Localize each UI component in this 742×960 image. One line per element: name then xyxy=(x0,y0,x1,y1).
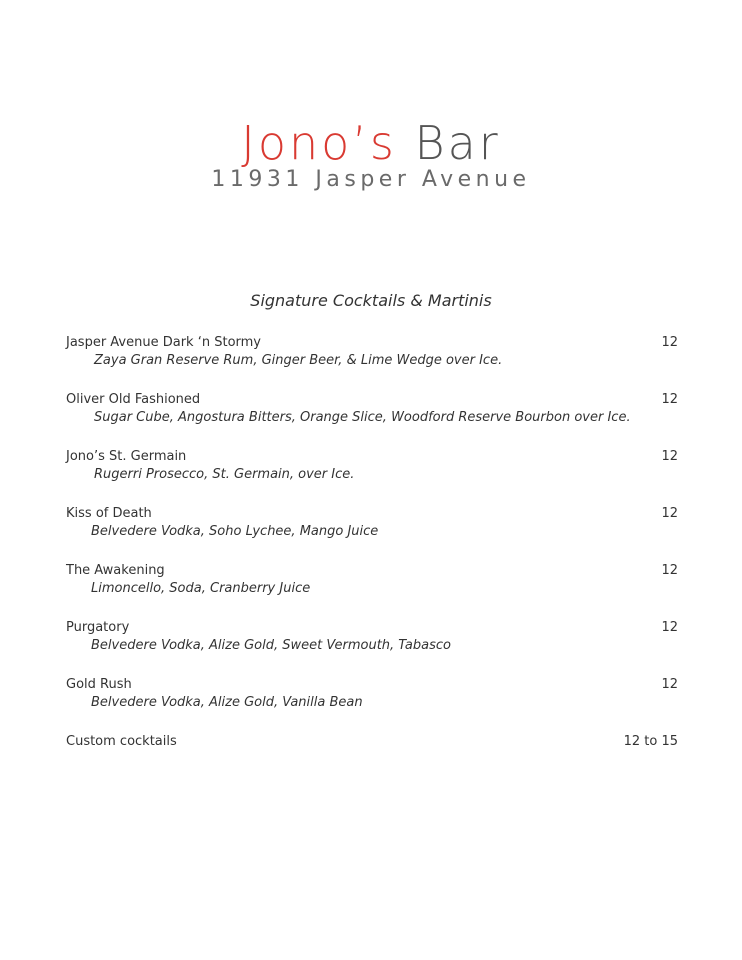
menu-item-price: 12 to 15 xyxy=(623,734,678,749)
menu-item xyxy=(66,334,678,391)
menu-item-name: Custom cocktails xyxy=(66,734,177,749)
menu-item xyxy=(66,562,678,619)
bar-name-part2: Bar xyxy=(414,116,501,170)
menu-item-price: 12 xyxy=(661,392,678,407)
menu-item xyxy=(66,505,678,562)
bar-name xyxy=(0,118,742,168)
menu-item xyxy=(66,391,678,448)
menu-item-description: Belvedere Vodka, Alize Gold, Sweet Vermouth, Tabasco xyxy=(91,638,451,653)
menu-item-description: Sugar Cube, Angostura Bitters, Orange Slice, Woodford Reserve Bourbon over Ice. xyxy=(94,410,631,425)
cocktail-list xyxy=(66,334,678,790)
menu-item-name: Jasper Avenue Dark ‘n Stormy xyxy=(66,335,261,350)
menu-item-name: Purgatory xyxy=(66,620,130,635)
menu-item-price: 12 xyxy=(661,563,678,578)
menu-item xyxy=(66,676,678,733)
menu-item-name: The Awakening xyxy=(66,563,165,578)
menu-item-description: Rugerri Prosecco, St. Germain, over Ice. xyxy=(94,467,355,482)
menu-item-custom xyxy=(66,733,678,790)
menu-item xyxy=(66,448,678,505)
menu-item-name: Kiss of Death xyxy=(66,506,152,521)
bar-name-part1: Jono’s xyxy=(241,116,397,170)
menu-item-description: Limoncello, Soda, Cranberry Juice xyxy=(91,581,311,596)
section-heading: Signature Cocktails & Martinis xyxy=(250,291,492,310)
menu-item-description: Belvedere Vodka, Alize Gold, Vanilla Bean xyxy=(91,695,363,710)
menu-item-description: Zaya Gran Reserve Rum, Ginger Beer, & Lime Wedge over Ice. xyxy=(94,353,503,368)
menu-item-price: 12 xyxy=(661,449,678,464)
menu-item-price: 12 xyxy=(661,677,678,692)
header xyxy=(0,118,742,192)
menu-item-name: Gold Rush xyxy=(66,677,132,692)
menu-item-name: Jono’s St. Germain xyxy=(66,449,187,464)
menu-item xyxy=(66,619,678,676)
menu-item-name: Oliver Old Fashioned xyxy=(66,392,201,407)
menu-item-price: 12 xyxy=(661,335,678,350)
menu-item-price: 12 xyxy=(661,620,678,635)
menu-item-description: Belvedere Vodka, Soho Lychee, Mango Juice xyxy=(91,524,379,539)
menu-item-price: 12 xyxy=(661,506,678,521)
bar-address: 11931 Jasper Avenue xyxy=(211,167,531,192)
